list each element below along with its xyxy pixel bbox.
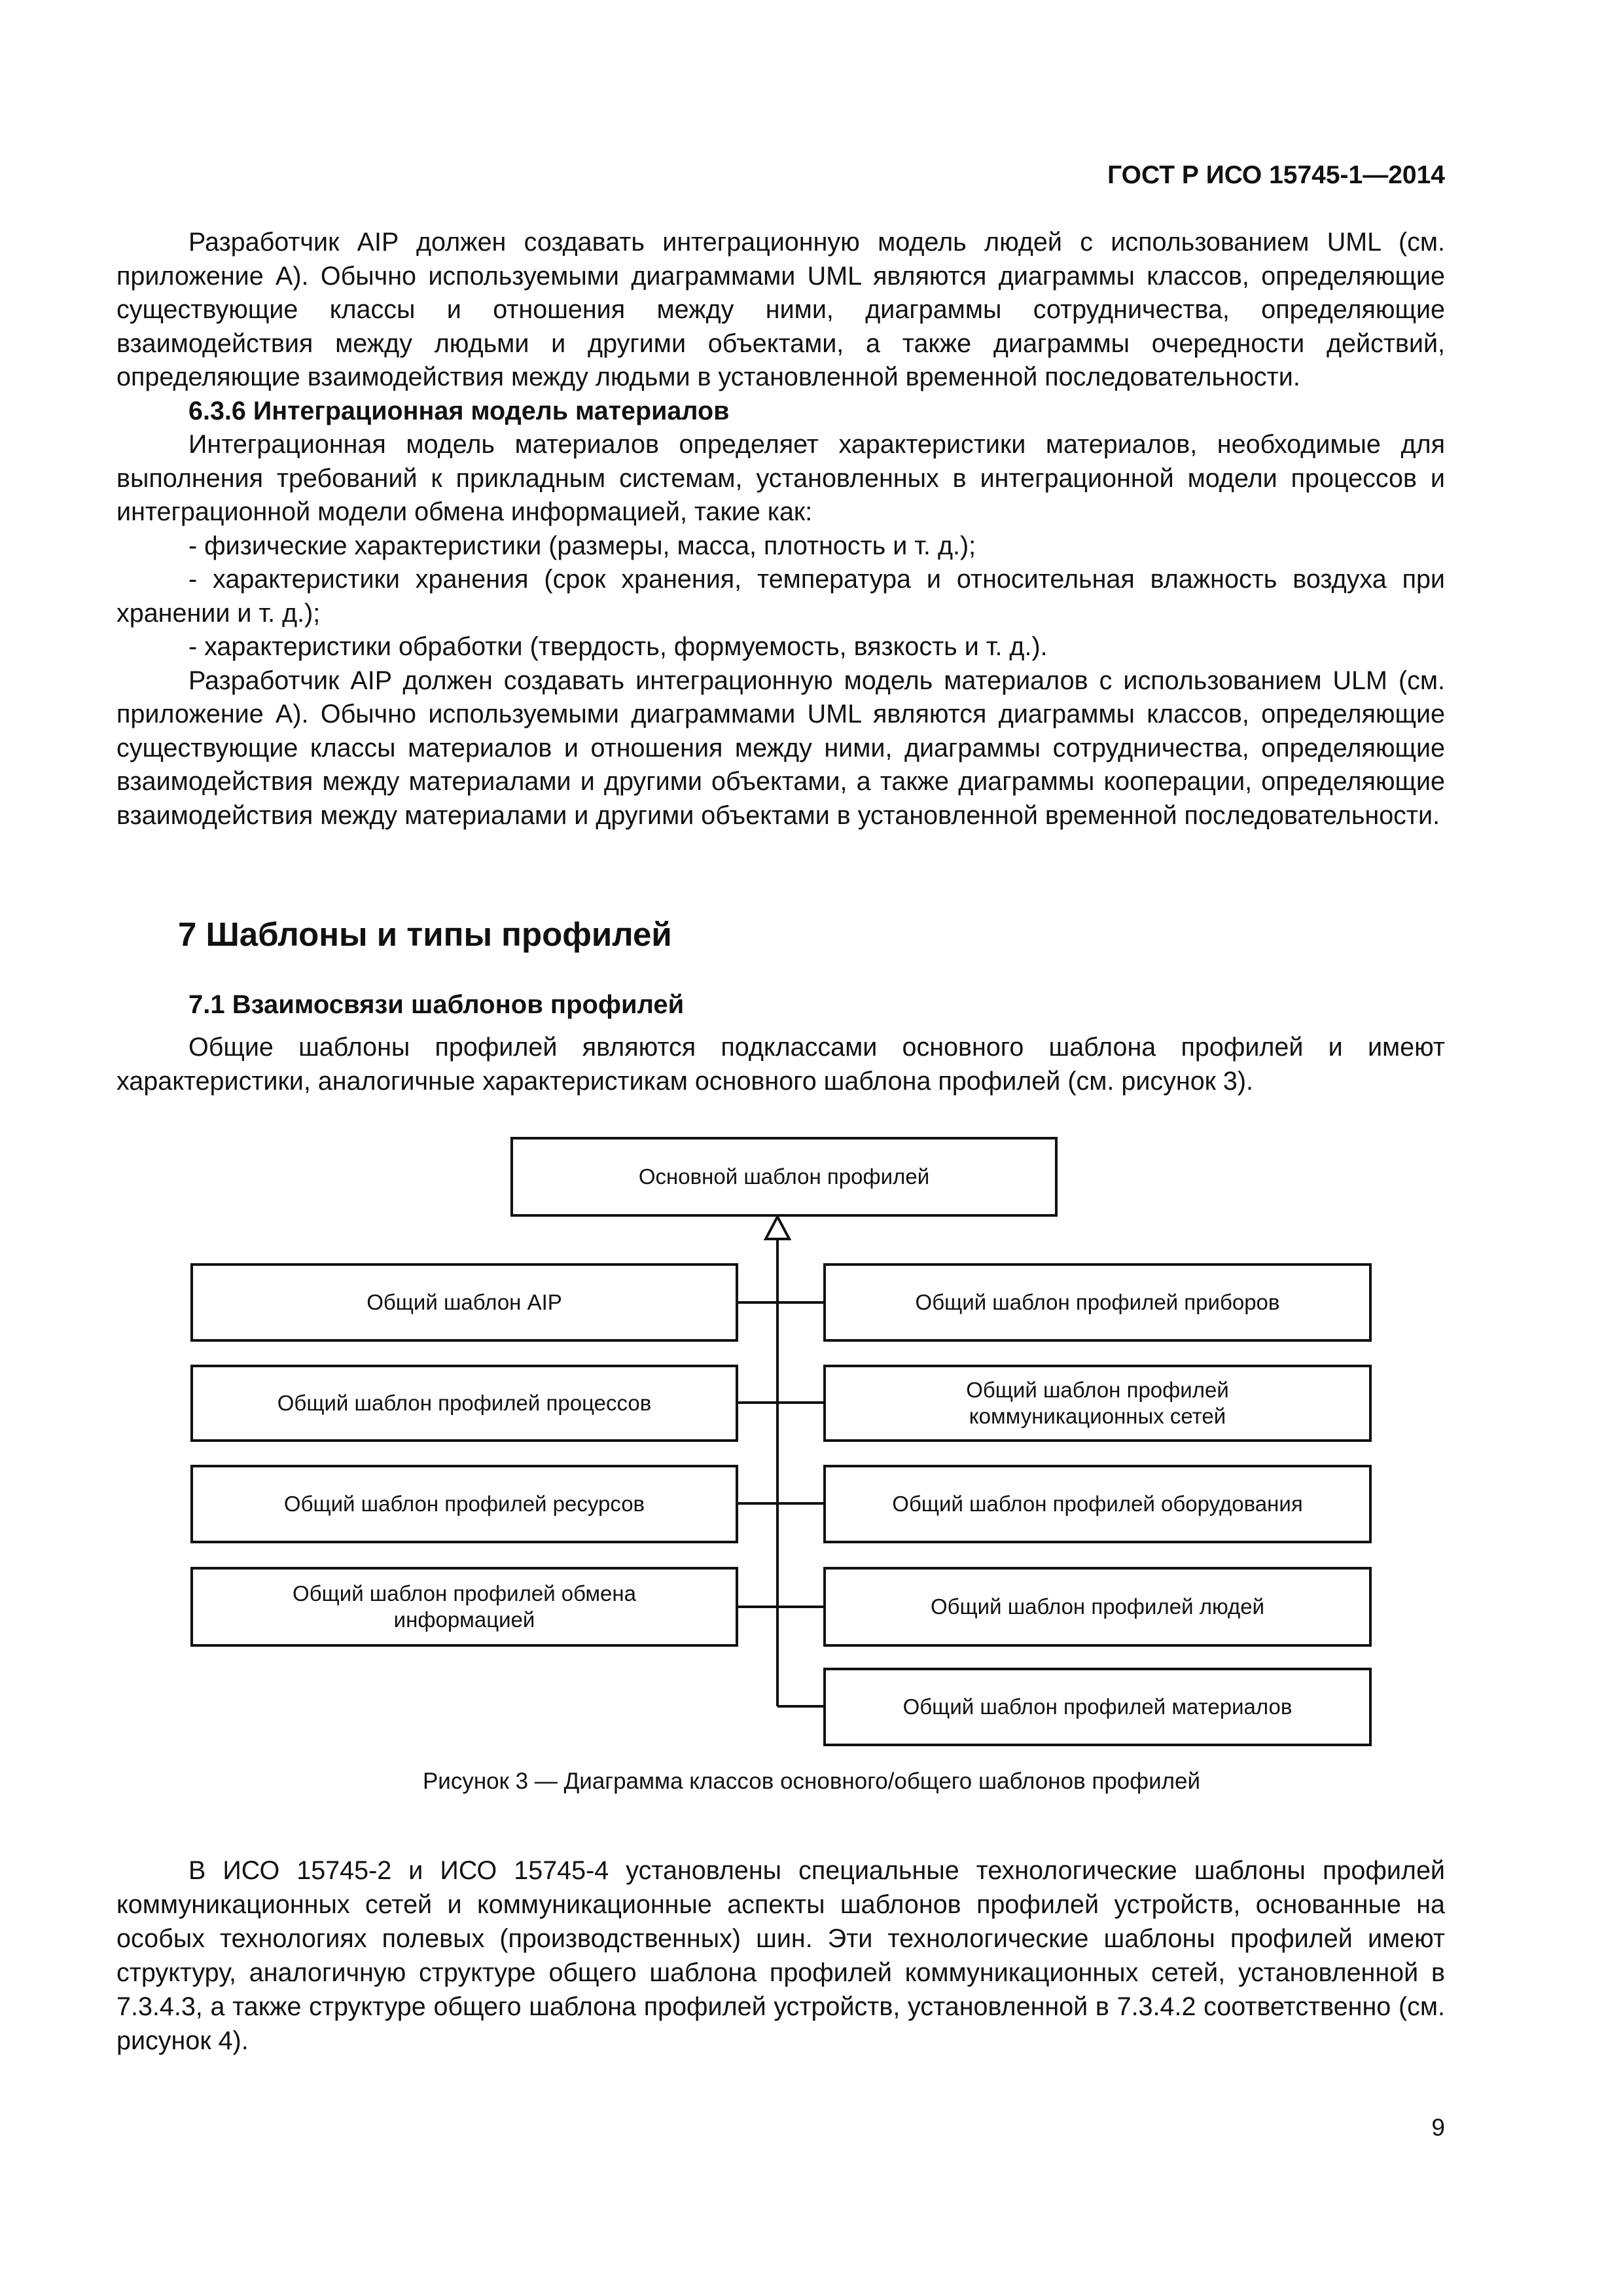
figure-caption: Рисунок 3 — Диаграмма классов основного/общего шаблонов профилей	[422, 1768, 1201, 1794]
section-title: 7 Шаблоны и типы профилей	[178, 916, 672, 953]
left-class-box-processes: Общий шаблон профилей процессов	[190, 1365, 738, 1442]
page-number: 9	[1431, 2114, 1445, 2141]
right-class-box-networks: Общий шаблон профилей коммуникационных сетей	[823, 1365, 1372, 1442]
standard-id: ГОСТ Р ИСО 15745-1—2014	[1107, 161, 1445, 189]
paragraph: Разработчик AIP должен создавать интеграционную модель материалов с использованием ULM (см. приложение А). Обычно используемыми диаграммами UML являются диаграммы классов, определяющие существующие классы материалов и отношения между ними, диаграммы сотрудничества, определяющие взаимодействия между материалами и другими объектами, а также диаграммы кооперации, определяющие взаимодействия между материалами и другими объектами в установленной временной последовательности.	[116, 666, 1445, 830]
root-class-box: Основной шаблон профилей	[510, 1137, 1058, 1217]
text-block-3	[116, 1854, 1445, 2058]
right-class-box-materials: Общий шаблон профилей материалов	[823, 1668, 1372, 1746]
text-block-2	[116, 1030, 1445, 1098]
list-item: - физические характеристики (размеры, масса, плотность и т. д.);	[188, 531, 976, 560]
right-class-box-equipment: Общий шаблон профилей оборудования	[823, 1465, 1372, 1543]
right-class-box-devices: Общий шаблон профилей приборов	[823, 1263, 1372, 1342]
list-item: - характеристики обработки (твердость, формуемость, вязкость и т. д.).	[188, 632, 1048, 661]
subheading-6-3-6: 6.3.6 Интеграционная модель материалов	[188, 396, 730, 425]
inheritance-arrow	[766, 1217, 789, 1239]
paragraph: В ИСО 15745-2 и ИСО 15745-4 установлены специальные технологические шаблоны профилей коммуникационных сетей и коммуникационные аспекты шаблонов профилей устройств, основанные на особых технологиях полевых (производственных) шин. Эти технологические шаблоны профилей имеют структуру, аналогичную структуре общего шаблона профилей коммуникационных сетей, установленной в 7.3.4.3, а также структуре общего шаблона профилей устройств, установленной в 7.3.4.2 соответственно (см. рисунок 4).	[116, 1856, 1445, 2055]
paragraph: Интеграционная модель материалов определяет характеристики материалов, необходимые для выполнения требований к прикладным системам, установленных в интеграционной модели процессов и интеграционной модели обмена информацией, такие как:	[116, 430, 1445, 526]
right-class-box-people: Общий шаблон профилей людей	[823, 1567, 1372, 1647]
paragraph: Разработчик AIP должен создавать интеграционную модель людей с использованием UML (см. приложение А). Обычно используемыми диаграммами UML являются диаграммы классов, определяющие существующие классы и отношения между ними, диаграммы сотрудничества, определяющие взаимодействия между людьми и другими объектами, а также диаграммы очередности действий, определяющие взаимодействия между людьми в установленной временной последовательности.	[116, 228, 1445, 391]
list-item: - характеристики хранения (срок хранения, температура и относительная влажность воздуха при хранении и т. д.);	[116, 565, 1445, 628]
left-class-box-aip: Общий шаблон AIP	[190, 1263, 738, 1342]
subsection-title: 7.1 Взаимосвязи шаблонов профилей	[188, 990, 685, 1019]
paragraph: Общие шаблоны профилей являются подклассами основного шаблона профилей и имеют характеристики, аналогичные характеристикам основного шаблона профилей (см. рисунок 3).	[116, 1033, 1445, 1096]
left-class-box-resources: Общий шаблон профилей ресурсов	[190, 1465, 738, 1543]
left-class-box-information: Общий шаблон профилей обмена информацией	[190, 1567, 738, 1647]
text-block-1	[116, 226, 1445, 833]
